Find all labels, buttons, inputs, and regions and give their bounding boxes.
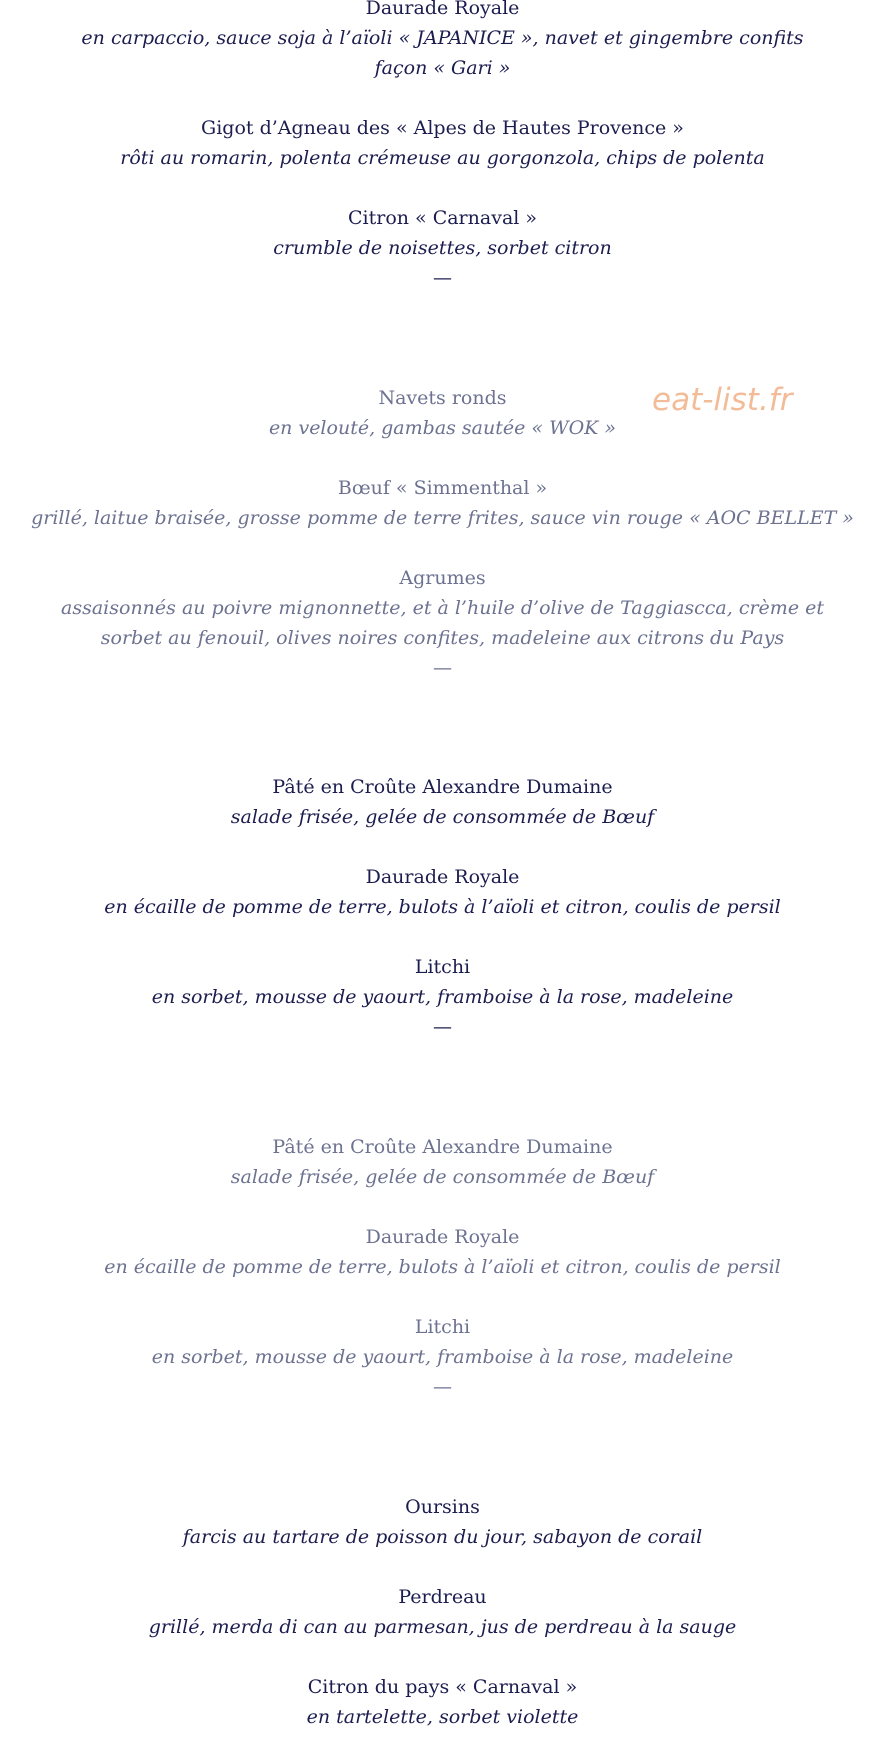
dish-description: farcis au tartare de poisson du jour, sabayon de corail [182, 1526, 703, 1548]
dish-description: grillé, merda di can au parmesan, jus de perdreau à la sauge [148, 1616, 737, 1638]
dish-name: Litchi [414, 1316, 471, 1338]
menu-block-4 [0, 1132, 885, 1402]
section-separator: — [433, 267, 452, 289]
dish [0, 772, 885, 832]
dish-description: salade frisée, gelée de consommée de Bœuf [230, 806, 655, 828]
section-separator: — [433, 1016, 452, 1038]
section-separator: — [433, 1376, 452, 1398]
section-separator: — [433, 657, 452, 679]
dish [0, 563, 885, 683]
dish-name: Agrumes [399, 567, 486, 589]
dish [0, 473, 885, 533]
dish-description: en velouté, gambas sautée « WOK » [268, 417, 617, 439]
dish-description: en écaille de pomme de terre, bulots à l’aïoli et citron, coulis de persil [104, 1256, 781, 1278]
dish-name: Daurade Royale [365, 0, 520, 19]
dish [0, 1222, 885, 1282]
dish [0, 1672, 885, 1732]
dish-description: assaisonnés au poivre mignonnette, et à l’huile d’olive de Taggiascca, crème et sorbet au fenouil, olives noires confites, madeleine aux citrons du Pays [61, 597, 824, 649]
dish-description: en tartelette, sorbet violette [306, 1706, 579, 1728]
dish-name: Navets ronds [378, 387, 507, 409]
menu-block-2 [0, 383, 885, 683]
dish-name: Daurade Royale [365, 1226, 520, 1248]
dish-name: Pâté en Croûte Alexandre Dumaine [272, 776, 613, 798]
dish-name: Citron « Carnaval » [347, 207, 538, 229]
dish-description: en écaille de pomme de terre, bulots à l’aïoli et citron, coulis de persil [104, 896, 781, 918]
watermark: eat-list.fr [652, 382, 793, 418]
dish-description: grillé, laitue braisée, grosse pomme de terre frites, sauce vin rouge « AOC BELLET » [31, 507, 854, 529]
dish [0, 862, 885, 922]
dish [0, 1312, 885, 1402]
dish [0, 1132, 885, 1192]
dish [0, 203, 885, 293]
dish [0, 1492, 885, 1552]
dish-name: Oursins [405, 1496, 480, 1518]
dish-description: en sorbet, mousse de yaourt, framboise à la rose, madeleine [151, 1346, 734, 1368]
dish-description: salade frisée, gelée de consommée de Bœuf [230, 1166, 655, 1188]
dish-description: en carpaccio, sauce soja à l’aïoli « JAPANICE », navet et gingembre confits façon « Gari » [81, 27, 804, 79]
dish [0, 952, 885, 1042]
dish-name: Litchi [414, 956, 471, 978]
dish-name: Citron du pays « Carnaval » [307, 1676, 578, 1698]
dish [0, 0, 885, 83]
menu-block-1 [0, 0, 885, 293]
dish-name: Gigot d’Agneau des « Alpes de Hautes Provence » [201, 117, 684, 139]
dish [0, 113, 885, 173]
dish-name: Pâté en Croûte Alexandre Dumaine [272, 1136, 613, 1158]
menu-block-3 [0, 772, 885, 1042]
dish-name: Perdreau [398, 1586, 487, 1608]
dish-description: crumble de noisettes, sorbet citron [273, 237, 612, 259]
dish-name: Daurade Royale [365, 866, 520, 888]
dish-description: en sorbet, mousse de yaourt, framboise à la rose, madeleine [151, 986, 734, 1008]
dish-name: Bœuf « Simmenthal » [337, 477, 548, 499]
dish-description: rôti au romarin, polenta crémeuse au gorgonzola, chips de polenta [120, 147, 765, 169]
menu-block-5 [0, 1492, 885, 1732]
dish [0, 1582, 885, 1642]
